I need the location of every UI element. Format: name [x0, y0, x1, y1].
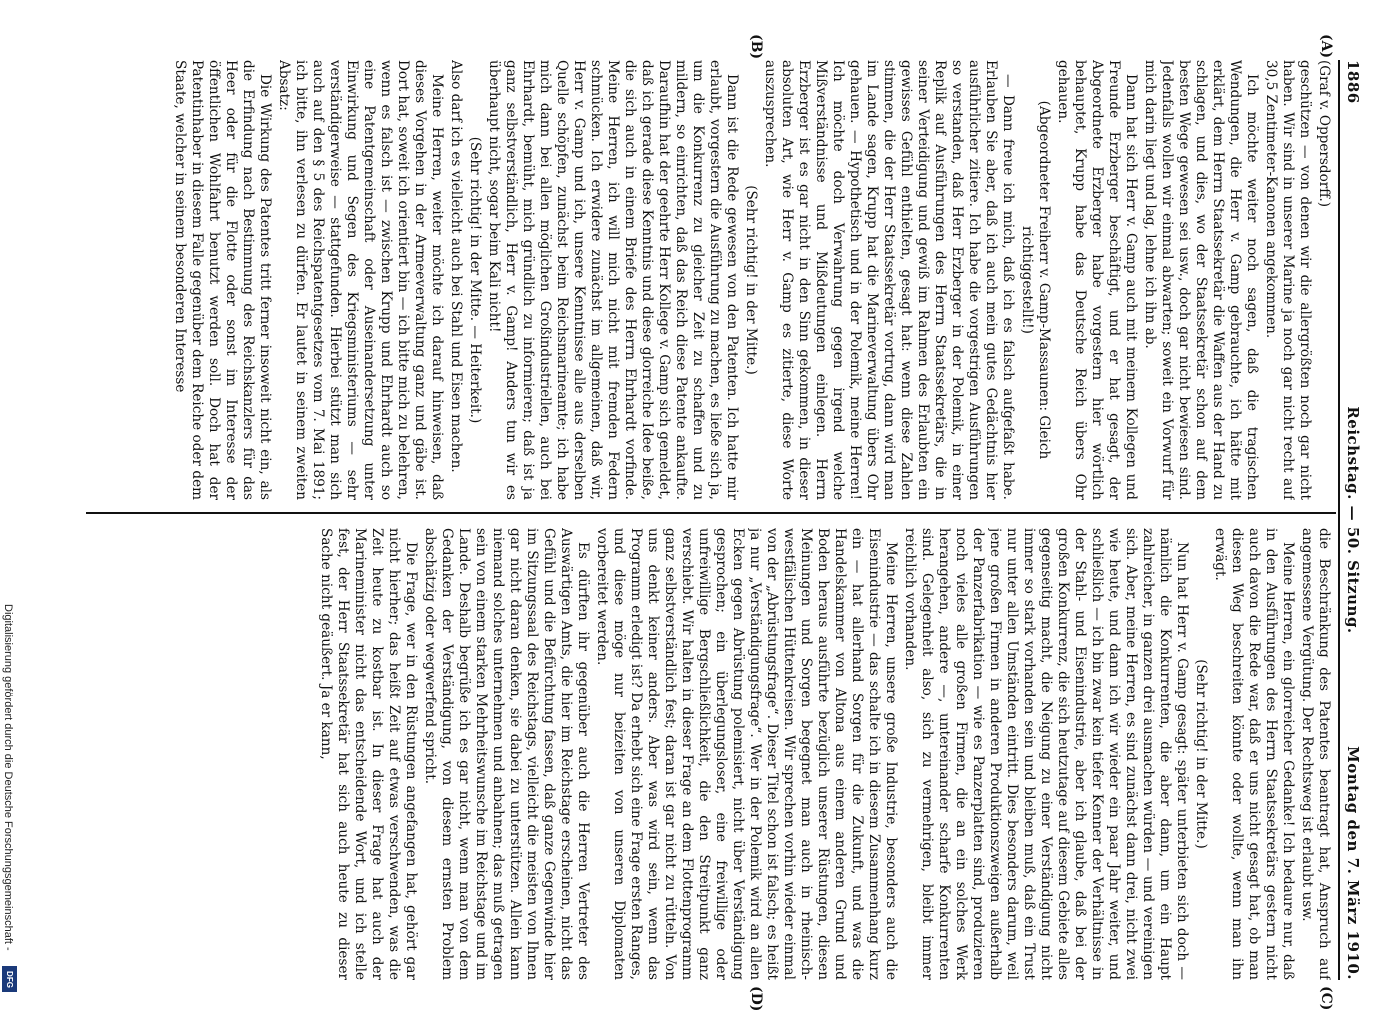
page-header	[1338, 60, 1364, 980]
paragraph: Es dürften ihr gegenüber auch die Herren Vertreter des Auswärtigen Amts, die hier im Reichstage erscheinen, nicht das Gefühl und die Befürchtung fassen, daß ganze Gegenwinde hier im Sitzungssaal des Reichstags, vielleicht die meisten von Ihnen gar nicht daran denken, sie dabei zu unterstützen. Allein kann niemand solches unternehmen und anbahnen; das muß getragen sein von einem starken Mehrheitswunsche im Reichstage und im Lande. Deshalb begrüße ich es gar nicht, wenn man von dem Gedanken der Verständigung, von diesem ernsten Problem abschätzig oder wegwerfend spricht.	[422, 528, 591, 980]
paragraph: Nun hat Herr v. Gamp gesagt: später unterbieten sich doch — nämlich die Konkurrenten, die aber dann, um ein Haupt zahlreicher, in ganzen drei ausmachen würden — und vereinigen sich. Aber, meine Herren, es sind zunächst dann drei, nicht zwei wie heute, und dann ich wir wieder ein paar Jahr weiter, und schließlich — ich bin zwar kein tiefer Kenner der Verhältnisse in der Stahl- und Eisenindustrie, aber ich glaube, daß bei der großen Konkurrenz, die sich heutzutage auf diesem Gebiete alles gegenseitig macht, die Neigung zu einer Verständigung nicht immer so stark vorhanden sein und bleiben muß, daß ein Trust nur unter allen Umständen eintritt. Dies besonders darum, weil jene großen Firmen in anderen Produktionszweigen außerhalb der Panzerfabrikation — wie es Panzerplatten sind, produzieren noch vieles alle großen Firmen, die an ein solches Werk herangehen, andere —, untereinander scharfe Konkurrenten sind. Gelegenheit also, sich zu vermehrigen, bleibt immer reichlich vorhanden.	[902, 528, 1190, 980]
right-column	[92, 528, 1332, 980]
paragraph: — Dann freue ich mich, daß ich es falsch aufgefaßt habe. Erlauben Sie aber, daß ich auch mein gutes Gedächtnis hier ausführlicher zitiere. Ich habe die vorgestrigen Ausführungen so verstanden, daß Herr Erzberger in der Polemik, in einer Replik auf Ausführungen des Herrn Staatssekretärs, die in seiner Verteidigung und gewiß im Rahmen des Erlaubten ein gewisses Gefühl enthielten, gesagt hat: wenn diese Zahlen stimmen, die der Herr Staatssekretär vortrug, dann wird man im Lande sagen, Krupp hat die Marineverwaltung übers Ohr gehauen. — Hypothetisch und in der Polemik, meine Herren! Ich möchte doch Verwahrung gegen irgend welche Mißverständnisse und Mißdeutungen einlegen. Herrn Erzberger ist es gar nicht in den Sinn gekommen, in dieser absoluten Art, wie Herr v. Gamp es zitierte, diese Worte auszusprechen.	[762, 60, 1016, 500]
margin-marker-d: (D)	[748, 986, 764, 1011]
paragraph: (Abgeordneter Freiherr v. Gamp-Massaunen: Gleich richtiggestellt!)	[1019, 100, 1052, 460]
digitization-credit: Digitalisierung gefördert durch die Deutsche Forschungsgemeinschaft -	[2, 604, 14, 951]
paragraph: die Beschränkung des Patentes beantragt hat, Anspruch auf angemessene Vergütung. Der Rechtsweg ist erlaubt usw.	[1299, 528, 1332, 980]
paragraph: (Sehr richtig! in der Mitte. — Heiterkeit.)	[467, 136, 483, 424]
paragraph: Die Frage, wer in den Rüstungen angefangen hat, gehört gar nicht hierher; das heißt Zeit auf etwas verschwenden, was die Zeit heute zu kostbar ist. In dieser Frage hat auch der Marineminister nicht das entscheidende Wort, und ich stelle fest, der Herr Staatssekretär hat sich auch heute zu dieser Sache nicht geäußert. Ja er kann,	[318, 528, 419, 980]
margin-marker-a: (A)	[1318, 34, 1334, 59]
left-column	[92, 60, 1332, 500]
paragraph: Ich möchte weiter noch sagen, daß die tragischen Wendungen, die Herr v. Gamp gebrauchte, ich hätte mit erklärt, dem Herrn Staatssekretär die Waffen aus der Hand zu schlagen, und dies, wo der Staatssekretär schon auf dem besten Wege gewesen sei usw., doch gar nicht bewiesen sind. Jedenfalls wollen wir einmal abwarten; soweit ein Vorwurf für mich darin liegt und lag, lehne ich ihn ab.	[1142, 60, 1260, 500]
page-title: Reichstag. — 50. Sitzung.	[1344, 406, 1362, 634]
paragraph: Meine Herren, unsere große Industrie, besonders auch die Eisenindustrie — das schalte ich in diesem Zusammenhang kurz ein — hat allerhand Sorgen für die Zukunft, und was die Handelskammer von Altona aus einem anderen Grund und Boden heraus ausführte bezüglich unserer Rüstungen, diesen Meinungen und Sorgen begegnet man auch in rheinisch-westfälischen Hüttenkreisen. Wir sprechen vorhin wieder einmal von der „Abrüstungsfrage“. Dieser Titel schon ist falsch; es heißt ja nur „Verständigungsfrage“. Wer in der Polemik wird an allen Ecken gegen Abrüstung polemisiert, nicht über Verständigung gesprochen; ein überlegungsloser, eine freiwillige oder unfreiwillige Bergschließlichkeit, die den Streitpunkt ganz verschiebt. Wir halten in dieser Frage an dem Flottenprogramm ganz selbstverständlich fest; daran ist gar nicht zu rütteln. Von uns denkt keiner anders. Aber was wird sein, wenn das Programm erledigt ist? Da erhebt sich eine Frage ersten Ranges, und diese möge nur beizeiten von unseren Diplomaten vorbereitet werden.	[594, 528, 899, 980]
dfg-logo-text: DFG	[5, 970, 15, 988]
footer-strip	[0, 0, 20, 1000]
paragraph: (Sehr richtig! in der Mitte.)	[743, 185, 759, 375]
page-number: 1886	[1344, 60, 1362, 104]
paragraph: (Sehr richtig! in der Mitte.)	[1193, 659, 1209, 849]
margin-marker-c: (C)	[1318, 986, 1334, 1011]
paragraph: Also darf ich es vielleicht auch bei Stahl und Eisen machen.	[448, 60, 464, 473]
margin-marker-b: (B)	[748, 34, 764, 60]
paragraph: geschützen — von denen wir die allergrößten noch gar nicht haben. Wir sind in unserer Marine ja noch gar nicht recht auf 30,5 Zentimeter-Kanonen angekommen.	[1263, 60, 1313, 500]
paragraph: Dann hat sich Herr v. Gamp auch mit meinem Kollegen und Freunde Erzberger beschäftigt, und er hat gesagt, der Abgeordnete Erzberger habe vorgestern hier wörtlich behauptet, Krupp habe das Deutsche Reich übers Ohr gehauen.	[1055, 60, 1139, 500]
document-page	[74, 34, 1364, 1011]
paragraph: Meine Herren, ein glorreicher Gedanke! Ich bedaure nur, daß in den Ausführungen des Herrn Staatssekretärs gestern nicht auch davon die Rede war, daß er uns nicht gesagt hat, ob man diesen Weg beschreiten könnte oder wollte, wenn man ihn erwägt.	[1212, 528, 1296, 980]
header-rule	[1338, 60, 1340, 980]
session-date: Montag den 7. März 1910.	[1344, 746, 1362, 980]
paragraph: Die Wirkung des Patentes tritt ferner insoweit nicht ein, als die Erfindung nach Bestimmung des Reichskanzlers für das Heer oder für die Flotte oder sonst im Interesse der öffentlichen Wohlfahrt benutzt werden soll. Doch hat der Patentinhaber in diesem Falle gegenüber dem Reiche oder dem Staate, welcher in seinem besonderen Interesse	[172, 60, 273, 500]
dfg-logo-icon	[2, 966, 17, 992]
paragraph: Dann ist die Rede gewesen von den Patenten. Ich hatte mir erlaubt, vorgestern die Ausführung zu machen, es ließe sich ja, um die Konkurrenz zu gleicher Zeit zu schaffen und zu mildern, so einrichten, daß das Reich diese Patente ankaufte. Daraufhin hat der geehrte Herr Kollege v. Gamp sich gemeldet, daß ich gerade diese Kenntnis und diese glorreiche Idee beiße, die sich auch in einem Briefe des Herrn Ehrhardt vorfinde. Meine Herren, ich will mich nicht mit fremden Federn schmücken. Ich erwidere zunächst im allgemeinen, daß wir, Herr v. Gamp und ich, unsere Kenntnisse alle aus derselben Quelle schöpfen, zunächst beim Reichsmarineamte; ich habe mich dann bei allen möglichen Großindustriellen, auch bei Ehrhardt, bemüht, mich gründlich zu informieren; daß ist ja ganz selbstverständlich, Herr v. Gamp! Anders tun wir es überhaupt nicht, sogar beim Kali nicht!	[486, 60, 740, 500]
paragraph: (Graf v. Oppersdorff.)	[1316, 60, 1332, 208]
column-divider	[86, 512, 1336, 514]
paragraph: Meine Herren, weiter möchte ich darauf hinweisen, daß dieses Vorgehen in der Armeeverwaltung ganz und gäbe ist. Dort hat, soweit ich orientiert bin — ich bitte mich zu belehren, wenn es falsch ist — zwischen Krupp und Ehrhardt auch so eine Patentgemeinschaft oder Auseinandersetzung unter Einwirkung und Segen des Kriegsministeriums — sehr verständigerweise — stattgefunden. Hierbei stützt man sich auch auf den § 5 des Reichspatentgesetzes vom 7. Mai 1891; ich bitte, ihn verlesen zu dürfen. Er lautet in seinem zweiten Absatz:	[276, 60, 445, 500]
